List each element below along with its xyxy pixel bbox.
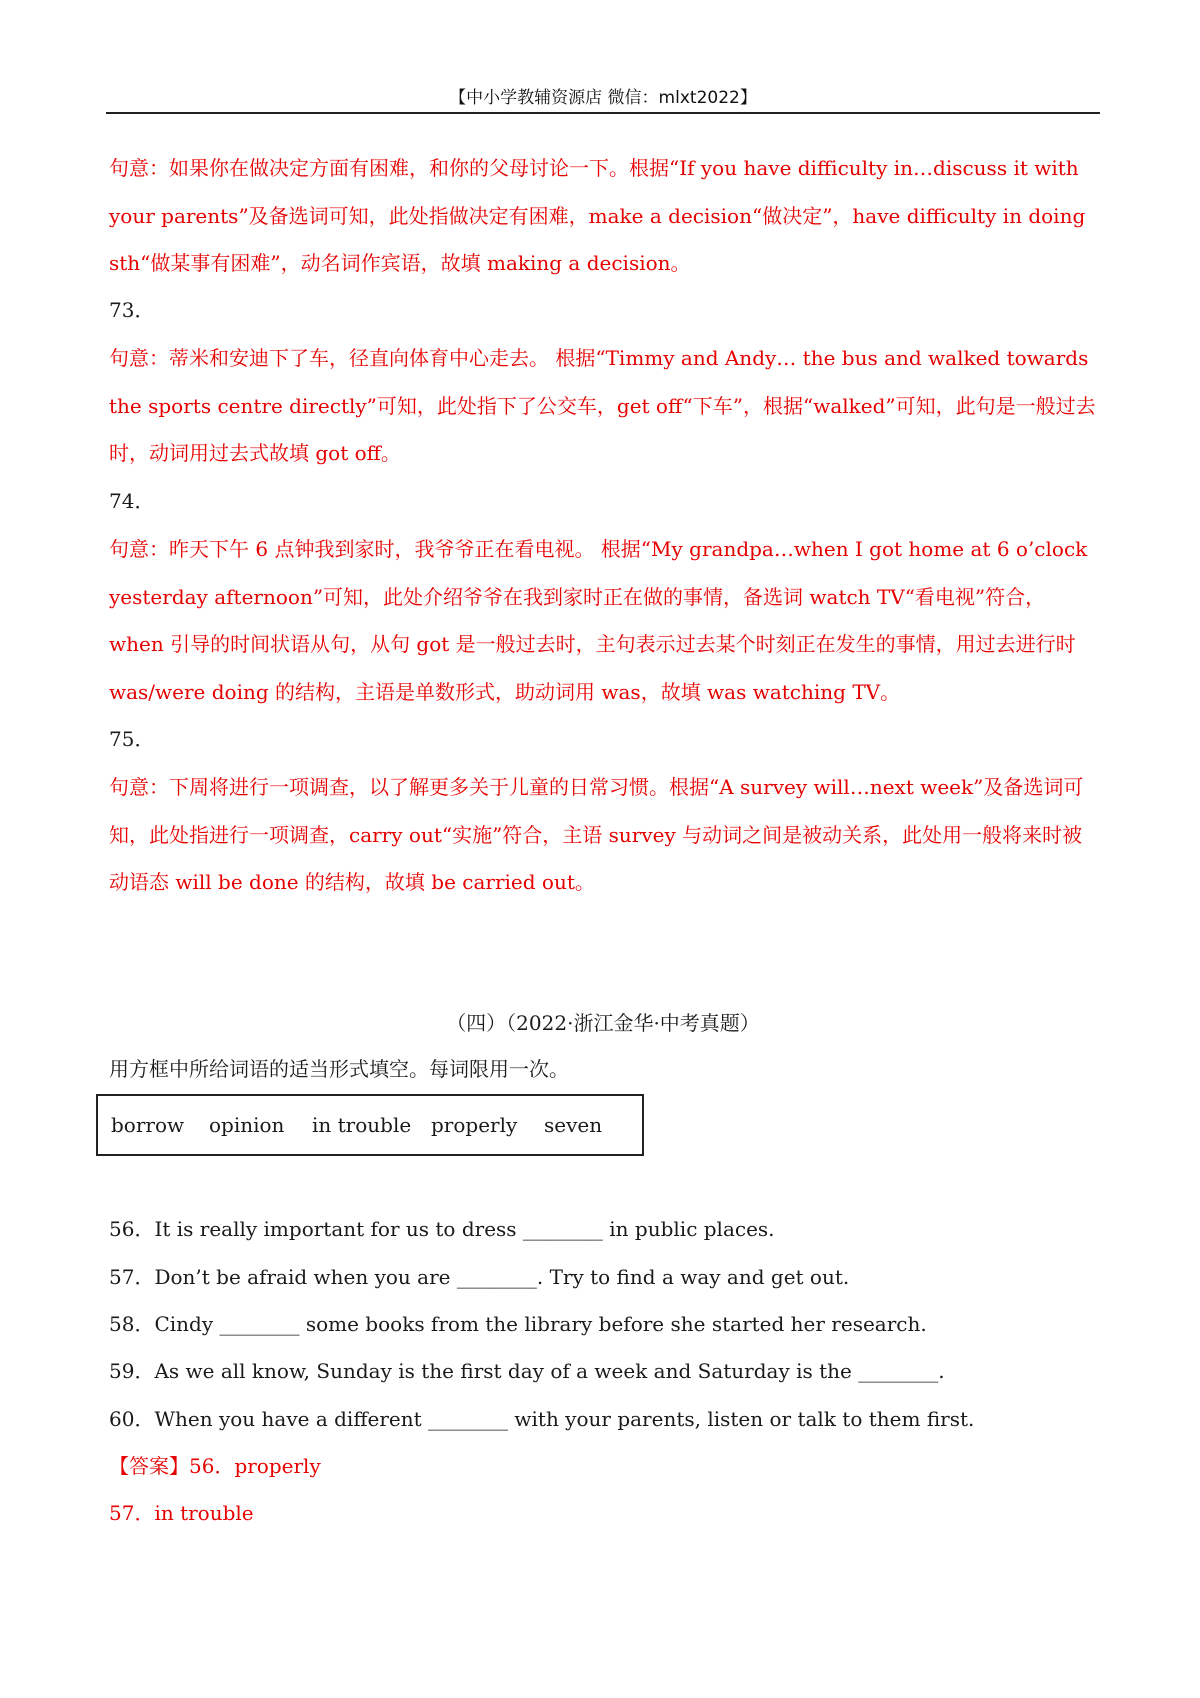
answer-56: 【答案】56．properly bbox=[109, 1454, 321, 1478]
explanation-73: 句意：蒂米和安迪下了车，径直向体育中心走去。 根据“Timmy and Andy… the bus and walked towards the sports centre directly”可知，此处指下了公交车，get off“下车”，根据“walked”可知，此句是一般过去时，动词用过去式故填 got off。 bbox=[109, 346, 1096, 465]
explanation-74: 句意：昨天下午 6 点钟我到家时，我爷爷正在看电视。 根据“My grandpa…when I got home at 6 o’clock yesterday afternoon”可知，此处介绍爷爷在我到家时正在做的事情，备选词 watch TV“看电视”符合，when 引导的时间状语从句，从句 got 是一般过去时，主句表示过去某个时刻正在发生的事情，用过去进行时 was/were doing 的结构，主语是单数形式，助动词用 was，故填 was watching TV。 bbox=[109, 537, 1088, 704]
word-box bbox=[96, 1094, 644, 1156]
answer-57: 57．in trouble bbox=[109, 1501, 254, 1525]
question-56: 56．It is really important for us to dress ________ in public places. bbox=[109, 1217, 775, 1241]
header-divider bbox=[106, 112, 1100, 114]
question-60: 60．When you have a different ________ with your parents, listen or talk to them first. bbox=[109, 1407, 975, 1431]
question-58: 58．Cindy ________ some books from the library before she started her research. bbox=[109, 1312, 927, 1336]
word-seven: seven bbox=[544, 1113, 603, 1137]
word-in-trouble: in trouble bbox=[312, 1113, 412, 1137]
question-number-74: 74． bbox=[109, 489, 155, 513]
question-number-75: 75． bbox=[109, 727, 155, 751]
page-header: 【中小学教辅资源店 微信：mlxt2022】 bbox=[449, 88, 757, 108]
question-number-73: 73． bbox=[109, 298, 155, 322]
word-borrow: borrow bbox=[111, 1113, 185, 1137]
explanation-72: 句意：如果你在做决定方面有困难，和你的父母讨论一下。根据“If you have difficulty in…discuss it with your parents”及备选词可知，此处指做决定有困难，make a decision“做决定”，have difficulty in doing sth“做某事有困难”，动名词作宾语，故填 making a decision。 bbox=[109, 156, 1086, 275]
word-properly: properly bbox=[431, 1113, 518, 1137]
section-title: （四）（2022·浙江金华·中考真题） bbox=[446, 1011, 760, 1035]
word-opinion: opinion bbox=[209, 1113, 285, 1137]
explanation-75: 句意：下周将进行一项调查，以了解更多关于儿童的日常习惯。根据“A survey will…next week”及备选词可知，此处指进行一项调查，carry out“实施”符合，主语 survey 与动词之间是被动关系，此处用一般将来时被动语态 will be done 的结构，故填 be carried out。 bbox=[109, 775, 1084, 894]
question-59: 59．As we all know, Sunday is the first day of a week and Saturday is the ________. bbox=[109, 1359, 945, 1383]
section-instruction: 用方框中所给词语的适当形式填空。每词限用一次。 bbox=[109, 1057, 569, 1081]
question-57: 57．Don’t be afraid when you are ________. Try to find a way and get out. bbox=[109, 1265, 850, 1289]
